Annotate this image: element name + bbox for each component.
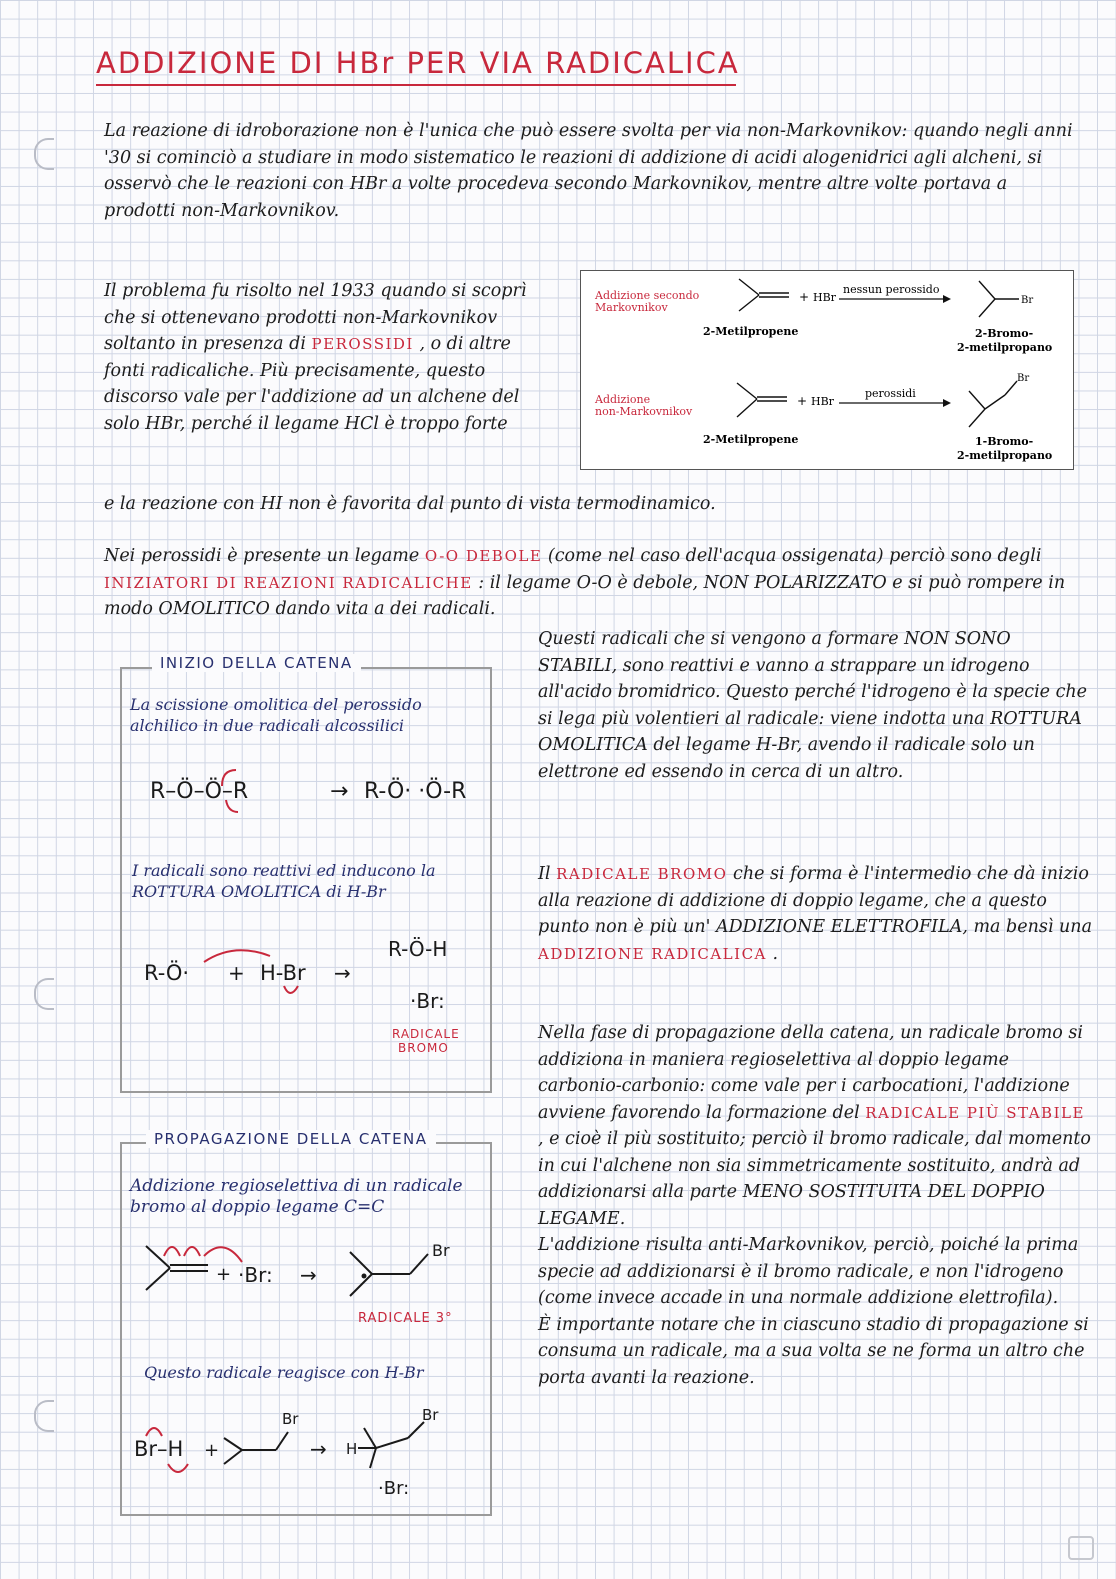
hydrogen-atom: H	[346, 1440, 358, 1458]
page-title: ADDIZIONE DI HBr PER VIA RADICALICA	[96, 46, 740, 80]
binder-hole	[34, 978, 54, 1010]
figure-row1-product-line2: 2-metilpropano	[957, 341, 1053, 354]
hbr-reaction-caption: Questo radicale reagisce con H-Br	[144, 1363, 424, 1382]
figure-row2-substrate: 2-Metilpropene	[703, 433, 799, 446]
figure-row1-plus: +	[799, 290, 810, 304]
electron-arrow-bottom	[284, 986, 298, 993]
figure-row2-reagent: HBr	[811, 395, 834, 408]
plus-sign: +	[204, 1440, 220, 1461]
peroxide-cleavage-scheme	[124, 748, 484, 838]
hbr-formula: Br–H	[134, 1437, 184, 1461]
figure-row2-alkene	[737, 383, 787, 417]
hbr-formula: H-Br	[260, 961, 306, 985]
tertiary-radical-label: RADICALE 3°	[358, 1311, 453, 1326]
chain-initiation-caption: La scissione omolitica del perossido alchilico in due radicali alcossilici	[130, 695, 422, 735]
figure-row1-alkene	[739, 279, 789, 311]
regioselective-addition-caption: Addizione regioselettiva di un radicale bromo al doppio legame C=C	[130, 1176, 463, 1217]
product-structure	[358, 1422, 424, 1468]
figure-row2-product-line1: 1-Bromo-	[975, 435, 1034, 448]
radical-dot	[362, 1274, 367, 1279]
propagation-text-3: L'addizione risulta anti-Markovnikov, perciò, poiché la prima specie ad addizionarsi è il bromo radicale, e non l'idrogeno (come invece accade in una normale addizione elettrofila).	[538, 1235, 1079, 1308]
alkoxy-radical: R-Ö·	[144, 961, 190, 985]
electron-arrows	[164, 1247, 242, 1262]
figure-row2-label-line2: non-Markovnikov	[595, 405, 693, 418]
reaction-arrow: →	[334, 961, 351, 985]
figure-row2-product-line2: 2-metilpropano	[957, 449, 1053, 462]
figure-row1-product-atom: Br	[1021, 295, 1034, 306]
figure-row1-label-line2: Markovnikov	[595, 301, 668, 314]
bromine-text-1: Il	[538, 864, 551, 884]
figure-row2-label-line1: Addizione	[595, 393, 651, 406]
problem-text-before: Il problema fu risolto nel 1933 quando si scoprì che si ottenevano prodotti non-Markovnikov soltanto in presenza di	[104, 281, 527, 354]
bromine-radical-product: ·Br:	[378, 1478, 410, 1499]
initiators-highlight: INIZIATORI DI REAZIONI RADICALICHE	[104, 573, 473, 592]
markovnikov-comparison-figure	[580, 270, 1074, 470]
plus-sign: +	[216, 1264, 232, 1285]
chain-initiation-title: INIZIO DELLA CATENA	[152, 654, 361, 672]
hydrogen-abstraction-scheme	[124, 1398, 484, 1506]
figure-row2-product-atom: Br	[1017, 373, 1030, 384]
reaction-arrow: →	[300, 1263, 317, 1287]
figure-row2-product	[969, 381, 1017, 427]
problem-paragraph-end: e la reazione con HI non è favorita dal punto di vista termodinamico.	[104, 494, 716, 514]
alcohol-product: R-Ö-H	[388, 937, 448, 961]
reaction-arrow: →	[310, 1437, 327, 1461]
tertiary-radical-structure	[350, 1252, 428, 1296]
radical-label-line1: RADICALE	[392, 1027, 460, 1041]
figure-row2-condition: perossidi	[865, 387, 916, 400]
figure-row1-label-line1: Addizione secondo	[595, 289, 700, 302]
bromine-radical: ·Br:	[238, 1263, 273, 1287]
figure-row1-condition: nessun perossido	[843, 283, 940, 296]
bromine-atom: Br	[432, 1241, 450, 1260]
bromine-atom-product: Br	[422, 1406, 439, 1424]
bromine-atom-reactant: Br	[282, 1410, 299, 1428]
peroxides-text-2: (come nel caso dell'acqua ossigenata) perciò sono degli	[547, 546, 1042, 566]
hbr-cleavage-scheme	[124, 928, 484, 1068]
figure-row1-substrate: 2-Metilpropene	[703, 325, 799, 338]
page-corner-mark	[1068, 1536, 1094, 1560]
stable-radical-highlight: RADICALE PIÙ STABILE	[865, 1103, 1085, 1122]
bromine-addition-scheme	[124, 1232, 484, 1332]
binder-hole	[34, 138, 54, 170]
hbr-cleavage-caption: I radicali sono reattivi ed inducono la ROTTURA OMOLITICA di H-Br	[132, 861, 436, 901]
radicals-paragraph: Questi radicali che si vengono a formare NON SONO STABILI, sono reattivi e vanno a strappare un idrogeno all'acido bromidrico. Questo perché l'idrogeno è la specie che si lega più volentieri al radicale: viene indotta una ROTTURA OMOLITICA del legame H-Br, avendo il radicale solo un elettrone ed essendo in cerca di un altro.	[538, 629, 1088, 782]
problem-text-after-start: , o di altre fonti radicaliche. Più precisamente, questo discorso vale per l'addizione ad un alchene del solo HBr, perché il legame HCl è troppo forte	[104, 334, 520, 434]
bromine-radical-highlight: RADICALE BROMO	[556, 865, 728, 883]
intro-paragraph: La reazione di idroborazione non è l'unica che può essere svolta per via non-Markovnikov: quando negli anni '30 si cominciò a studiare in modo sistematico le reazioni di addizione di acidi alogenidrici agli alcheni, si osservò che le reazioni con HBr a volte procedeva secondo Markovnikov, mentre altre volte portava a prodotti non-Markovnikov.	[104, 121, 1073, 221]
plus-sign: +	[228, 961, 245, 985]
radical-structure	[224, 1432, 288, 1464]
propagation-text-1: Nella fase di propagazione della catena, un radicale bromo si addiziona in maniera regioselettiva al doppio legame carbonio-carbonio: come vale per i carbocationi, l'addizione avviene favorendo la formazione del	[538, 1023, 1083, 1123]
bromine-text-3: .	[772, 943, 779, 964]
peroxides-paragraph	[104, 543, 1094, 623]
figure-row1-reagent: HBr	[813, 291, 836, 304]
binder-hole	[34, 1400, 54, 1432]
propagation-paragraph	[538, 1020, 1093, 1391]
reaction-arrow: →	[330, 779, 349, 804]
weak-bond-highlight: O-O DEBOLE	[424, 547, 543, 565]
figure-row1-product-line1: 2-Bromo-	[975, 327, 1034, 340]
chain-propagation-title: PROPAGAZIONE DELLA CATENA	[146, 1130, 436, 1148]
bromine-paragraph	[538, 861, 1093, 967]
alkoxy-radicals: R-Ö· ·Ö-R	[364, 779, 467, 804]
propagation-text-2: , e cioè il più sostituito; perciò il bromo radicale, dal momento in cui l'alchene non sia simmetricamente sostituito, andrà ad addizionarsi alla parte MENO SOSTITUITA DEL DOPPIO LEGAME.	[538, 1129, 1091, 1229]
bromine-radical: ·Br:	[410, 989, 445, 1013]
title-underline	[96, 84, 736, 86]
radical-addition-highlight: ADDIZIONE RADICALICA	[538, 944, 767, 963]
radical-label-line2: BROMO	[398, 1041, 449, 1055]
figure-row1-product	[979, 281, 1019, 317]
peroxide-formula: R–Ö–Ö–R	[150, 779, 249, 804]
peroxides-text-1: Nei perossidi è presente un legame	[104, 546, 420, 566]
bromine-text-2: che si forma è l'intermedio che dà inizio alla reazione di addizione di doppio legame, che a questo punto non è più un' ADDIZIONE ELETTROFILA, ma bensì una	[538, 864, 1093, 937]
propagation-text-4: È importante notare che in ciascuno stadio di propagazione si consuma un radicale, ma a sua volta se ne forma un altro che porta avanti la reazione.	[538, 1314, 1089, 1388]
peroxides-text-3: : il legame O-O è debole, NON POLARIZZATO e si può rompere in modo OMOLITICO dando vita a dei radicali.	[104, 572, 1066, 619]
peroxides-highlight: PEROSSIDI	[311, 335, 414, 353]
problem-paragraph	[104, 278, 554, 437]
figure-row2-plus: +	[797, 394, 808, 408]
